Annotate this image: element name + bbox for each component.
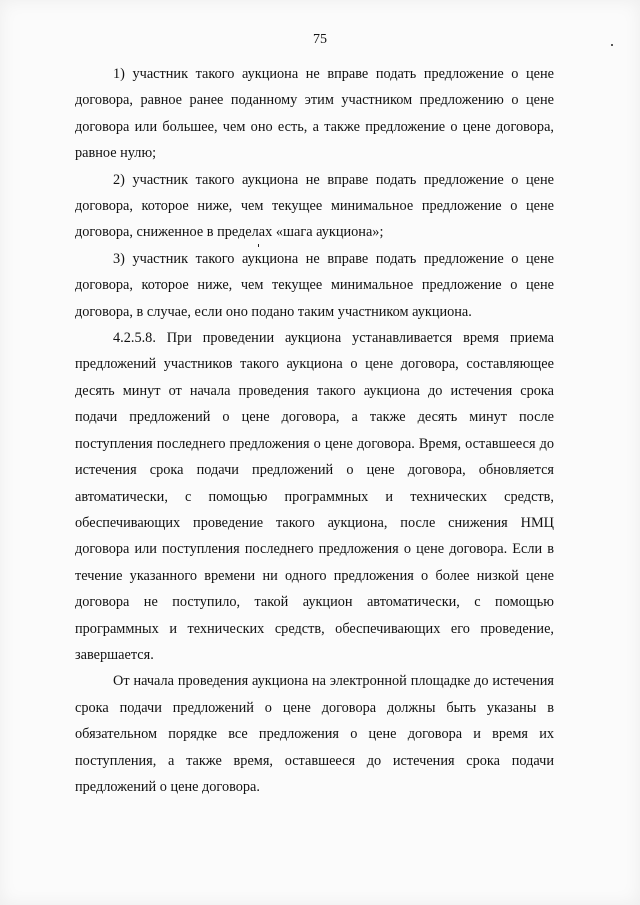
paragraph-item-3: 3) участник такого аукциона не вправе подать предложение о цене договора, которое ниже, чем текущее минимальное предложение о цене договора, в случае, если оно подано таким участником аукциона.: [75, 250, 554, 320]
body-text: [75, 61, 554, 800]
scan-speck: [258, 244, 259, 247]
paragraph-auction-proposals: От начала проведения аукциона на электронной площадке до истечения срока подачи предложений о цене договора должны быть указаны в обязательном порядке все предложения о цене договора и время их поступления, а также время, оставшееся до истечения срока подачи предложений о цене договора.: [75, 673, 554, 795]
paragraph-4-2-5-8: 4.2.5.8. При проведении аукциона устанавливается время приема предложений участников такого аукциона о цене договора, составляющее десять минут от начала проведения такого аукциона до истечения срока подачи предложений о цене договора, а также десять минут после поступления последнего предложения о цене договора. Время, оставшееся до истечения срока подачи предложений о цене договора, обновляется автоматически, с помощью программных и технических средств, обеспечивающих проведение такого аукциона, после снижения НМЦ договора или поступления последнего предложения о цене договора. Если в течение указанного времени ни одного предложения о более низкой цене договора не поступило, такой аукцион автоматически, с помощью программных и технических средств, обеспечивающих его проведение, завершается.: [75, 330, 554, 663]
paragraph-item-2: 2) участник такого аукциона не вправе подать предложение о цене договора, которое ниже, чем текущее минимальное предложение о цене договора, сниженное в пределах «шага аукциона»;: [75, 171, 554, 241]
scan-speck: [611, 44, 613, 46]
paragraph-item-1: 1) участник такого аукциона не вправе подать предложение о цене договора, равное ранее поданному этим участником предложению о цене договора или большее, чем оно есть, а также предложение о цене договора, равное нулю;: [75, 66, 554, 162]
page-number: 75: [313, 32, 327, 47]
